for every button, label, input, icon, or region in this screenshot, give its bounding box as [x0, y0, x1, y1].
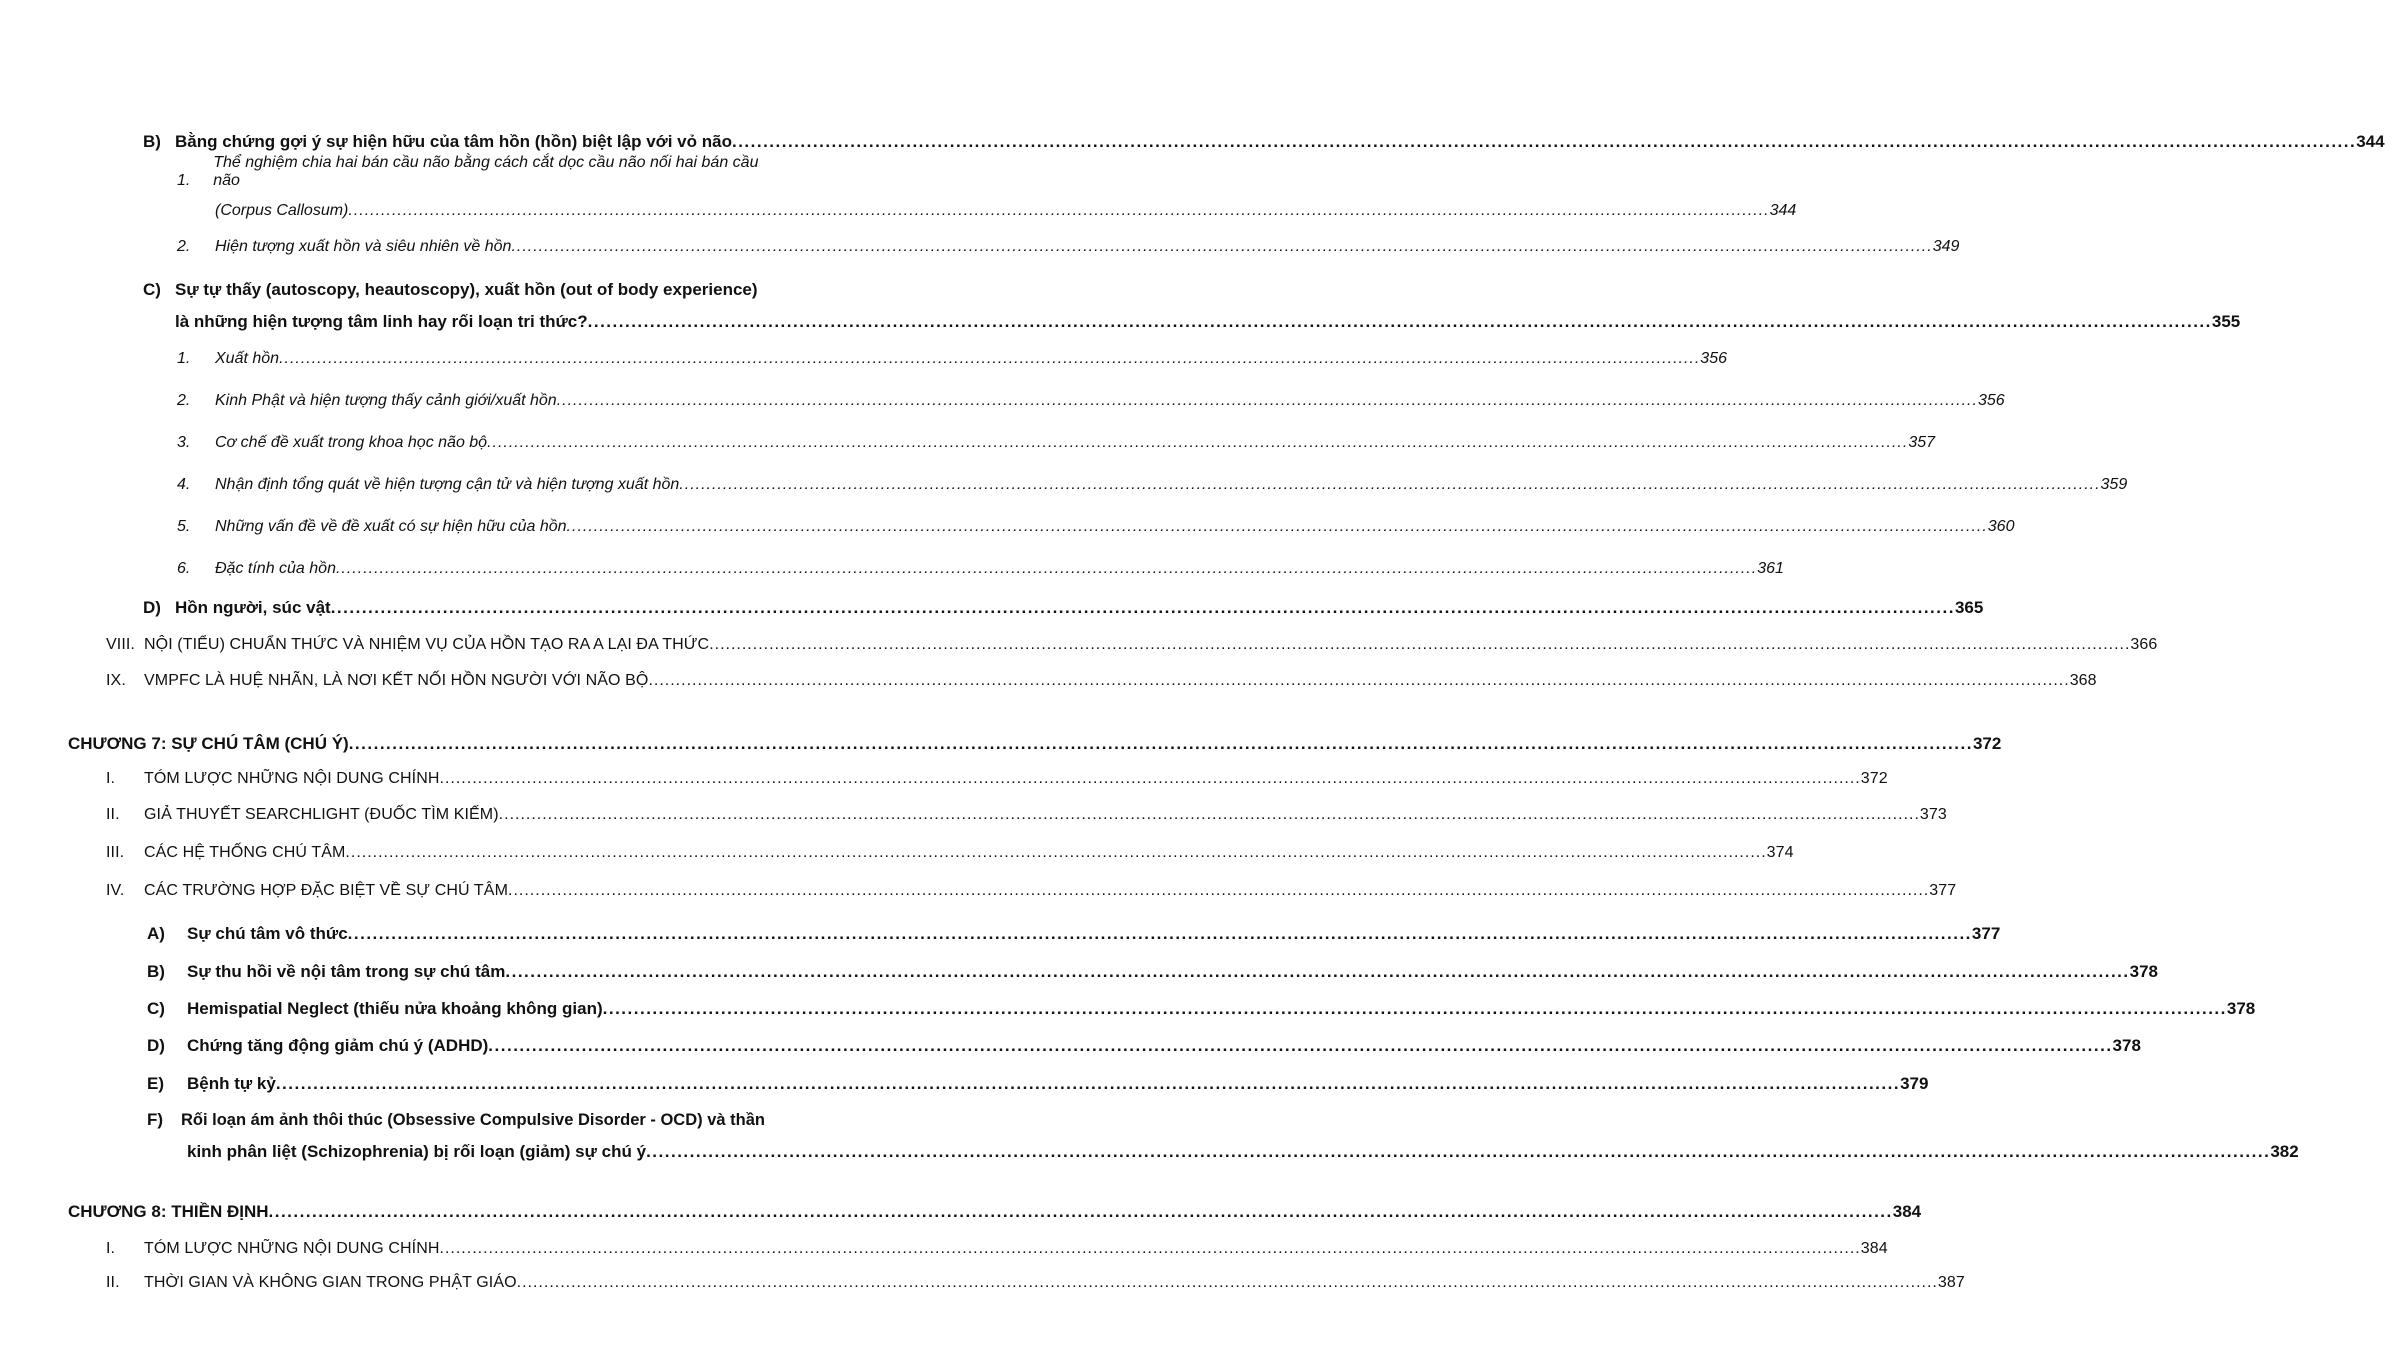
entry-page: 373 — [1919, 806, 1947, 823]
dot-leader — [279, 350, 1700, 368]
toc-entry-ch7-iii[interactable] — [106, 836, 1794, 862]
entry-page: 382 — [2270, 1142, 2299, 1161]
entry-title-line1: Thể nghiệm chia hai bán cầu não bằng cách cắt dọc cầu não nối hai bán cầu não — [213, 154, 759, 189]
entry-page: 377 — [1971, 924, 2001, 943]
entry-title-line2: kinh phân liệt (Schizophrenia) bị rối loạn (giảm) sự chú ý — [187, 1142, 647, 1161]
entry-title-line1: Rối loạn ám ảnh thôi thúc (Obsessive Compulsive Disorder - OCD) và thần — [180, 1111, 765, 1129]
entry-title: Sự chú tâm vô thức — [187, 924, 348, 943]
dot-leader — [488, 1036, 2112, 1056]
toc-entry-ch7-i[interactable] — [106, 762, 1888, 788]
entry-page: 379 — [1900, 1074, 1929, 1093]
entry-page: 355 — [2211, 312, 2241, 331]
entry-title: TÓM LƯỢC NHỮNG NỘI DUNG CHÍNH — [144, 1240, 440, 1257]
entry-title: Cơ chế đề xuất trong khoa học não bộ — [215, 434, 488, 451]
entry-label: A) — [147, 924, 165, 943]
entry-label: F) — [147, 1110, 164, 1129]
toc-entry-b1[interactable] — [177, 154, 1797, 220]
entry-title: Hemispatial Neglect (thiếu nửa khoảng không gian) — [187, 999, 603, 1018]
dot-leader — [557, 392, 1978, 410]
dot-leader — [511, 238, 1932, 256]
entry-page: 360 — [1987, 518, 2015, 535]
dot-leader — [588, 312, 2212, 332]
entry-label: C) — [147, 999, 165, 1018]
entry-page: 368 — [2069, 672, 2097, 689]
entry-title: VMPFC LÀ HUỆ NHÃN, LÀ NƠI KẾT NỐI HỒN NGƯỜI VỚI NÃO BỘ — [144, 672, 649, 689]
entry-page: 378 — [2129, 962, 2158, 981]
dot-leader — [508, 882, 1929, 900]
dot-leader — [732, 132, 2356, 152]
toc-entry-b2[interactable] — [177, 230, 1960, 256]
dot-leader — [348, 202, 1769, 220]
entry-title: Bệnh tự kỷ — [187, 1074, 276, 1093]
entry-label: D) — [147, 1036, 165, 1055]
entry-page: 361 — [1757, 560, 1784, 577]
toc-entry-c2[interactable] — [177, 384, 2005, 410]
toc-entry-ch8-ii[interactable] — [106, 1266, 1965, 1292]
dot-leader — [345, 844, 1766, 862]
toc-entry-c3[interactable] — [177, 426, 1936, 452]
entry-label: 6. — [177, 560, 191, 577]
toc-entry-iv-a[interactable] — [147, 916, 2001, 944]
entry-page: 357 — [1908, 434, 1936, 451]
entry-page: 378 — [2112, 1036, 2141, 1055]
dot-leader — [269, 1202, 1893, 1222]
toc-entry-c6[interactable] — [177, 552, 1784, 578]
entry-label: II. — [106, 1274, 120, 1291]
toc-entry-iv-c[interactable] — [147, 991, 2256, 1019]
dot-leader — [648, 672, 2069, 690]
entry-label: 4. — [177, 476, 191, 493]
entry-label: 2. — [177, 392, 191, 409]
toc-entry-ch7-ii[interactable] — [106, 798, 1947, 824]
entry-label: I. — [106, 770, 116, 787]
toc-chapter-8[interactable] — [68, 1194, 1922, 1222]
entry-title: Đặc tính của hồn — [215, 560, 336, 577]
entry-label: VIII. — [106, 636, 135, 653]
entry-label: 3. — [177, 434, 191, 451]
entry-label: IV. — [106, 882, 125, 899]
entry-page: 359 — [2100, 476, 2128, 493]
dot-leader — [567, 518, 1988, 536]
dot-leader — [440, 770, 1861, 788]
toc-entry-iv-e[interactable] — [147, 1066, 1929, 1094]
dot-leader — [679, 476, 2100, 494]
toc-chapter-7[interactable] — [68, 726, 2002, 754]
dot-leader — [709, 636, 2130, 654]
entry-title: THỜI GIAN VÀ KHÔNG GIAN TRONG PHẬT GIÁO — [144, 1274, 517, 1291]
entry-title: Bằng chứng gợi ý sự hiện hữu của tâm hồn (hồn) biệt lập với vỏ não — [175, 132, 732, 151]
entry-title: Sự thu hồi về nội tâm trong sự chú tâm — [187, 962, 506, 981]
entry-page: 378 — [2226, 999, 2256, 1018]
entry-title: Hiện tượng xuất hồn và siêu nhiên về hồn — [215, 238, 512, 255]
toc-entry-c-autoscopy[interactable] — [143, 272, 2241, 332]
dot-leader — [348, 924, 1972, 944]
entry-label: 1. — [177, 350, 191, 367]
entry-title: Nhận định tổng quát về hiện tượng cận tử và hiện tượng xuất hồn — [215, 476, 680, 493]
entry-title: Hồn người, súc vật — [175, 598, 331, 617]
toc-entry-ch8-i[interactable] — [106, 1232, 1888, 1258]
entry-page: 372 — [1860, 770, 1888, 787]
entry-label: B) — [143, 132, 161, 151]
toc-entry-iv-b[interactable] — [147, 954, 2158, 982]
entry-title: NỘI (TIỂU) CHUẨN THỨC VÀ NHIỆM VỤ CỦA HỒN TẠO RA A LẠI ĐA THỨC — [144, 636, 710, 653]
entry-page: 366 — [2130, 636, 2158, 653]
entry-label: D) — [143, 598, 161, 617]
entry-title: TÓM LƯỢC NHỮNG NỘI DUNG CHÍNH — [144, 770, 440, 787]
chapter-page: 384 — [1892, 1202, 1922, 1221]
entry-page: 344 — [1769, 202, 1797, 219]
toc-entry-iv-d[interactable] — [147, 1028, 2141, 1056]
chapter-page: 372 — [1972, 734, 2002, 753]
entry-label: B) — [147, 962, 165, 981]
entry-title: Những vấn đề về đề xuất có sự hiện hữu của hồn — [215, 518, 567, 535]
entry-page: 377 — [1929, 882, 1957, 899]
entry-page: 374 — [1766, 844, 1794, 861]
entry-title: GIẢ THUYẾT SEARCHLIGHT (ĐUỐC TÌM KIẾM) — [144, 806, 499, 823]
dot-leader — [276, 1074, 1900, 1094]
entry-title-line1: Sự tự thấy (autoscopy, heautoscopy), xuất hồn (out of body experience) — [175, 280, 758, 299]
entry-title: CÁC TRƯỜNG HỢP ĐẶC BIỆT VỀ SỰ CHÚ TÂM — [144, 882, 509, 899]
entry-label: III. — [106, 844, 125, 861]
dot-leader — [603, 999, 2227, 1019]
entry-page: 344 — [2356, 132, 2385, 151]
entry-page: 356 — [1977, 392, 2005, 409]
dot-leader — [499, 806, 1920, 824]
dot-leader — [505, 962, 2129, 982]
entry-title-line2: là những hiện tượng tâm linh hay rối loạn tri thức? — [175, 312, 588, 331]
entry-page: 384 — [1860, 1240, 1888, 1257]
entry-label: IX. — [106, 672, 126, 689]
entry-title: CÁC HỆ THỐNG CHÚ TÂM — [144, 844, 346, 861]
entry-label: E) — [147, 1074, 164, 1093]
toc-entry-iv-f[interactable] — [147, 1102, 2299, 1162]
dot-leader — [336, 560, 1757, 578]
entry-label: C) — [143, 280, 161, 299]
toc-entry-b-evidence[interactable] — [143, 124, 2385, 152]
toc-entry-d-souls[interactable] — [143, 590, 1984, 618]
entry-title-line2: (Corpus Callosum) — [215, 202, 349, 219]
toc-entry-c4[interactable] — [177, 468, 2128, 494]
entry-label: I. — [106, 1240, 116, 1257]
dot-leader — [517, 1274, 1938, 1292]
entry-title: Kinh Phật và hiện tượng thấy cảnh giới/xuất hồn — [215, 392, 557, 409]
entry-title: Xuất hồn — [215, 350, 280, 367]
chapter-title: CHƯƠNG 8: THIỀN ĐỊNH — [68, 1202, 269, 1221]
entry-page: 349 — [1932, 238, 1960, 255]
toc-entry-viii[interactable] — [106, 628, 2158, 654]
entry-title: Chứng tăng động giảm chú ý (ADHD) — [187, 1036, 489, 1055]
entry-page: 365 — [1954, 598, 1984, 617]
entry-label: 2. — [177, 238, 191, 255]
dot-leader — [349, 734, 1973, 754]
entry-label: 5. — [177, 518, 191, 535]
toc-entry-c1[interactable] — [177, 342, 1727, 368]
chapter-title: CHƯƠNG 7: SỰ CHÚ TÂM (CHÚ Ý) — [68, 734, 349, 753]
entry-label: 1. — [177, 172, 191, 189]
entry-page: 387 — [1937, 1274, 1965, 1291]
dot-leader — [331, 598, 1955, 618]
dot-leader — [487, 434, 1908, 452]
entry-page: 356 — [1700, 350, 1727, 367]
toc-entry-c5[interactable] — [177, 510, 2015, 536]
toc-entry-ix[interactable] — [106, 664, 2097, 690]
toc-entry-ch7-iv[interactable] — [106, 874, 1957, 900]
dot-leader — [440, 1240, 1861, 1258]
entry-label: II. — [106, 806, 120, 823]
dot-leader — [646, 1142, 2270, 1162]
